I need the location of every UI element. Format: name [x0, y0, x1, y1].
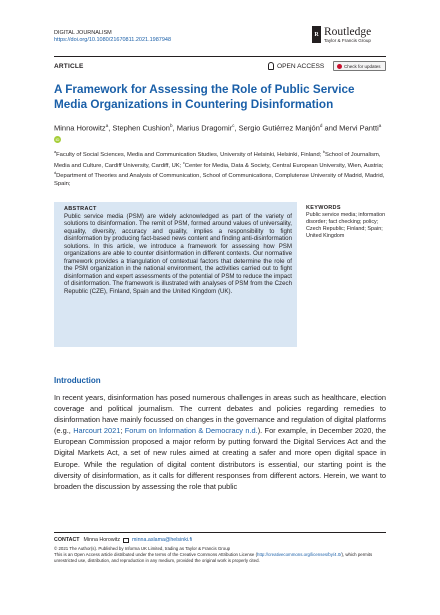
author-affiliation-mark: b [169, 123, 173, 128]
affiliation-text: Faculty of Social Sciences, Media and Communication Studies, University of Helsinki, Helsinki, Finland; [56, 151, 323, 158]
publisher-name: Routledge [324, 26, 372, 38]
article-type: ARTICLE [54, 63, 84, 70]
abstract-heading: ABSTRACT [64, 206, 97, 212]
author-name: Mervi Pantti [339, 123, 379, 133]
affiliation-mark: c [182, 160, 185, 165]
abstract-text: Public service media (PSM) are widely acknowledged as part of the variety of solutions to disinformation. The remit of PSM, formed around values of universality, equality, diversity, accuracy and quality, implies a responsibility to fight disinformation by producing fact-based news content and finding anti-disinformation solutions. In this article, we introduce a framework for assessing how PSM organizations are able to counter disinformation in different contexts. Our normative framework provides a triangulation of contextual factors that determine the role of the PSM organization in the national environment, the activities carried out to fight disinformation and expert assessments of the potential of PSM to reduce the impact of disinformation. The framework is illustrated with analyses of PSM from the Czech Republic (CZE), Finland, Spain and the United Kingdom (UK). [64, 213, 292, 295]
author-name: Sergio Gutiérrez Manjón [238, 123, 320, 133]
check-for-updates-button[interactable] [333, 61, 386, 71]
body-text-segment: ). For example, in December 2020, the European Commission proposed a major reform by putting forward the Digital Services Act and the Digital Markets Act, a set of new rules aimed at creating a safer and more open digital space in Europe. While the regulation of digital content distributors is essential, our starting point is the diversity of disinformation, as it calls for different responses from different actors. Herein, we want to broaden the discussion by assessing the role that public [54, 426, 386, 491]
affiliation-mark: d [54, 171, 57, 176]
introduction-paragraph [54, 392, 386, 492]
license-line [54, 552, 386, 564]
copyright-notice [54, 546, 386, 565]
copyright-line: © 2021 The Author(s). Published by Informa UK Limited, trading as Taylor & Francis Group [54, 546, 231, 551]
affiliation-text: Center for Media, Data & Society, Central European University, Wien, Austria; [184, 162, 384, 169]
open-access-label: OPEN ACCESS [277, 62, 325, 70]
author-separator: , [108, 123, 113, 133]
license-link[interactable]: http://creativecommons.org/licenses/by/4.0/ [257, 552, 342, 558]
doi-link[interactable]: https://doi.org/10.1080/21670811.2021.1987948 [54, 37, 172, 44]
author-name: Minna Horowitz [54, 123, 106, 133]
keywords-box [306, 205, 386, 240]
publisher-logo [312, 26, 371, 44]
contact-name: Minna Horowitz [83, 537, 121, 543]
body-text-segment: In recent years, disinformation has posed numerous challenges in areas such as healthcare, election coverage and political journalism. The current debates and policies regarding remedies to disinformation have mainly focussed on changes in the governance and regulation of digital platforms (e.g., [54, 393, 386, 436]
citation-link[interactable]: Forum on Information & Democracy n.d. [124, 426, 258, 436]
affiliation-text: School of Journalism, Media and Culture, Cardiff University, Cardiff, UK; [54, 151, 381, 169]
contact-label: CONTACT [54, 537, 80, 543]
citation-link[interactable]: Harcourt 2021 [73, 426, 121, 436]
journal-name: DIGITAL JOURNALISM [54, 30, 112, 36]
author-affiliation-mark: a [378, 123, 382, 128]
introduction-heading: Introduction [54, 376, 101, 385]
author-name: Marius Dragomir [176, 123, 233, 133]
crossmark-icon [337, 64, 342, 69]
contact-email-link[interactable]: minna.aslama@helsinki.fi [132, 537, 193, 543]
license-text: This is an Open Access article distributed under the terms of the Creative Commons Attribution License ( [54, 552, 258, 558]
affiliation-mark: a [54, 150, 57, 154]
author-separator: , [172, 123, 177, 133]
author-affiliation-mark: a [105, 123, 109, 128]
license-text: ), which permits unrestricted use, distribution, and reproduction in any medium, provided the original work is properly cited. [54, 552, 373, 564]
article-title: A Framework for Assessing the Role of Public Service Media Organizations in Countering Disinformation [54, 83, 355, 111]
open-access-badge [268, 62, 324, 70]
journal-header [54, 30, 171, 44]
keywords-heading: KEYWORDS [306, 205, 341, 211]
header-divider [54, 56, 386, 57]
mail-icon [123, 538, 129, 543]
open-lock-icon [268, 62, 274, 70]
body-text-segment: ; [120, 426, 125, 436]
keywords-text: Public service media; information disorder; fact checking; policy; Czech Republic; Finland; Spain; United Kingdom [306, 212, 386, 239]
affiliation-text: Department of Theories and Analysis of Communication, School of Communications, Complutense University of Madrid, Madrid, Spain; [54, 172, 385, 187]
routledge-logo-icon: R [312, 26, 321, 43]
footer-divider [54, 532, 386, 533]
affiliation-mark: b [322, 150, 326, 154]
author-affiliation-mark: c [232, 123, 235, 128]
author-separator: , [234, 123, 239, 133]
author-separator: and [322, 123, 340, 133]
author-affiliation-mark: d [319, 123, 323, 128]
author-list [54, 120, 390, 145]
abstract-box [54, 202, 297, 347]
publisher-subtitle: Taylor & Francis Group [324, 38, 371, 43]
author-name: Stephen Cushion [112, 123, 170, 133]
orcid-icon[interactable]: iD [55, 137, 60, 143]
contact-line [54, 537, 192, 544]
check-for-updates-label: Check for updates [344, 63, 381, 69]
affiliations [54, 149, 390, 188]
